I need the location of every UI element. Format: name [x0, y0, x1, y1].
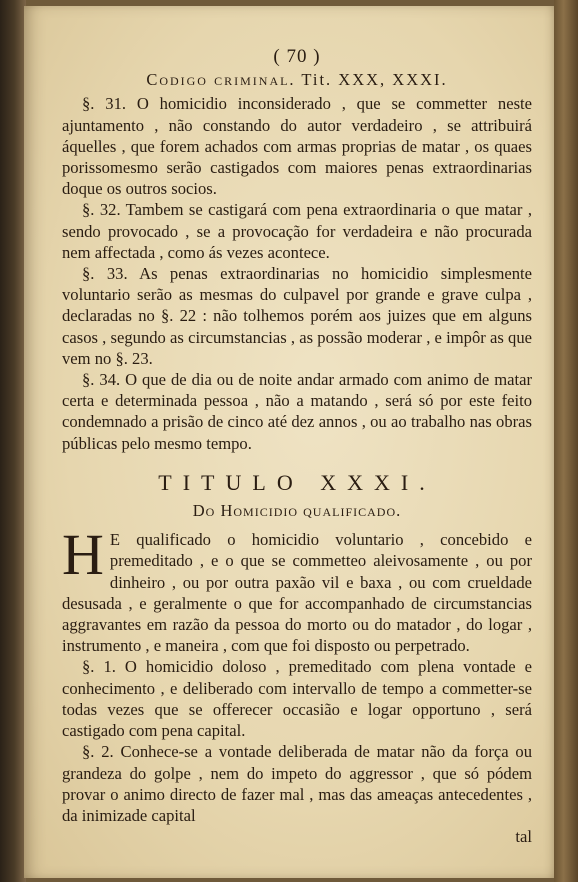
book-page [24, 6, 554, 878]
intro-paragraph [62, 522, 532, 656]
paragraph-34: §. 34. O que de dia ou de noite andar armado com animo de matar certa e determinada pessoa , não a matando , será só por este feito condemnado a prisão de cinco até dez annos , ou ao trabalho nas obras públicas pelo mesmo tempo. [62, 370, 532, 453]
paragraph-32: §. 32. Tambem se castigará com pena extraordinaria o que matar , sendo provocado , se a provocação for verdadeira e não procurada nem affectada , como ás vezes acontece. [62, 200, 532, 262]
book-spine-shadow [0, 0, 26, 882]
paragraph-1: §. 1. O homicidio doloso , premeditado com plena vontade e conhecimento , e deliberado com intervallo de tempo a commetter-se todas vezes que se offerecer occasião e logar opportuno , será castigado com pena capital. [62, 657, 532, 741]
section-subtitle: Do Homicidio qualificado. [192, 501, 402, 521]
running-head-left: Codigo criminal. [146, 70, 296, 90]
book-fore-edge [554, 0, 578, 882]
section-title: TITULO XXXI. [158, 469, 436, 495]
page-number: ( 70 ) [273, 46, 321, 67]
drop-cap: H [62, 522, 104, 588]
page-text-block [62, 46, 532, 847]
intro-paragraph-text: E qualificado o homicidio voluntario , concebido e premeditado , e o que se commetteo aleivosamente , ou por dinheiro , ou por outra paxão vil e baxa , ou com crueldade desusada , e geralmente o que for accompanhado de circumstancias aggravantes em razão da pessoa do morto ou do matador , do logar , instrumento , e maneira , com que foi disposto ou perpetrado. [62, 530, 532, 656]
running-head [62, 69, 532, 90]
paragraph-31: §. 31. O homicidio inconsiderado , que se commetter neste ajuntamento , não constando do autor verdadeiro , se attribuirá áquelles , que forem achados com armas proprias de matar , os quaes porissomesmo serão castigados com maiores penas extraordinarias doque os outros socios. [62, 94, 532, 199]
paragraph-33: §. 33. As penas extraordinarias no homicidio simplesmente voluntario serão as mesmas do culpavel por grande e grave culpa , declaradas no §. 22 : não tolhemos porém aos juizes que em alguns casos , segundo as circumstancias , as possão moderar , e impôr as que vem no §. 23. [62, 264, 532, 368]
running-head-right: Tit. XXX, XXXI. [301, 70, 448, 90]
paragraph-2: §. 2. Conhece-se a vontade deliberada de matar não da força ou grandeza do golpe , nem do impeto do aggressor , que só pódem provar o animo directo de fazer mal , mas das ameaças antecedentes , da inimizade capital [62, 742, 532, 825]
catchword: tal [515, 827, 532, 847]
